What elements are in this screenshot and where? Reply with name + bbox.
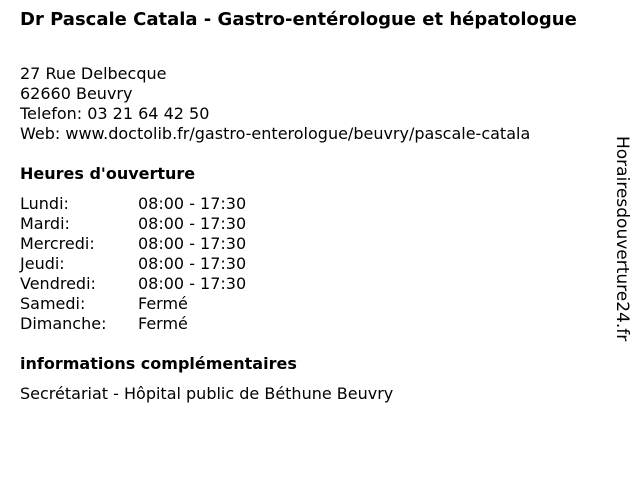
hours-row <box>20 214 246 234</box>
time-value: Fermé <box>138 294 188 313</box>
site-watermark: Horairesdouverture24.fr <box>612 136 632 342</box>
hours-row <box>20 234 246 254</box>
city-postcode: 62660 Beuvry <box>20 84 133 103</box>
day-label: Mercredi: <box>20 234 95 253</box>
time-value: 08:00 - 17:30 <box>138 214 247 233</box>
phone-number: Telefon: 03 21 64 42 50 <box>20 104 210 123</box>
address-block <box>20 64 530 144</box>
time-value: 08:00 - 17:30 <box>138 274 247 293</box>
time-value: 08:00 - 17:30 <box>138 234 247 253</box>
additional-info-text: Secrétariat - Hôpital public de Béthune Beuvry <box>20 384 394 403</box>
opening-hours-heading: Heures d'ouverture <box>20 164 196 183</box>
day-label: Mardi: <box>20 214 70 233</box>
time-value: Fermé <box>138 314 188 333</box>
hours-row <box>20 254 246 274</box>
page-title: Dr Pascale Catala - Gastro-entérologue et hépatologue <box>20 9 577 30</box>
day-label: Jeudi: <box>20 254 65 273</box>
hours-row <box>20 274 246 294</box>
hours-row <box>20 314 246 334</box>
day-label: Dimanche: <box>20 314 107 333</box>
website-link[interactable]: Web: www.doctolib.fr/gastro-enterologue/beuvry/pascale-catala <box>20 124 531 143</box>
time-value: 08:00 - 17:30 <box>138 254 247 273</box>
day-label: Samedi: <box>20 294 86 313</box>
additional-info-heading: informations complémentaires <box>20 354 297 373</box>
hours-row <box>20 194 246 214</box>
hours-row <box>20 294 246 314</box>
day-label: Lundi: <box>20 194 69 213</box>
opening-hours-table <box>20 194 246 334</box>
street-address: 27 Rue Delbecque <box>20 64 167 83</box>
time-value: 08:00 - 17:30 <box>138 194 247 213</box>
day-label: Vendredi: <box>20 274 96 293</box>
